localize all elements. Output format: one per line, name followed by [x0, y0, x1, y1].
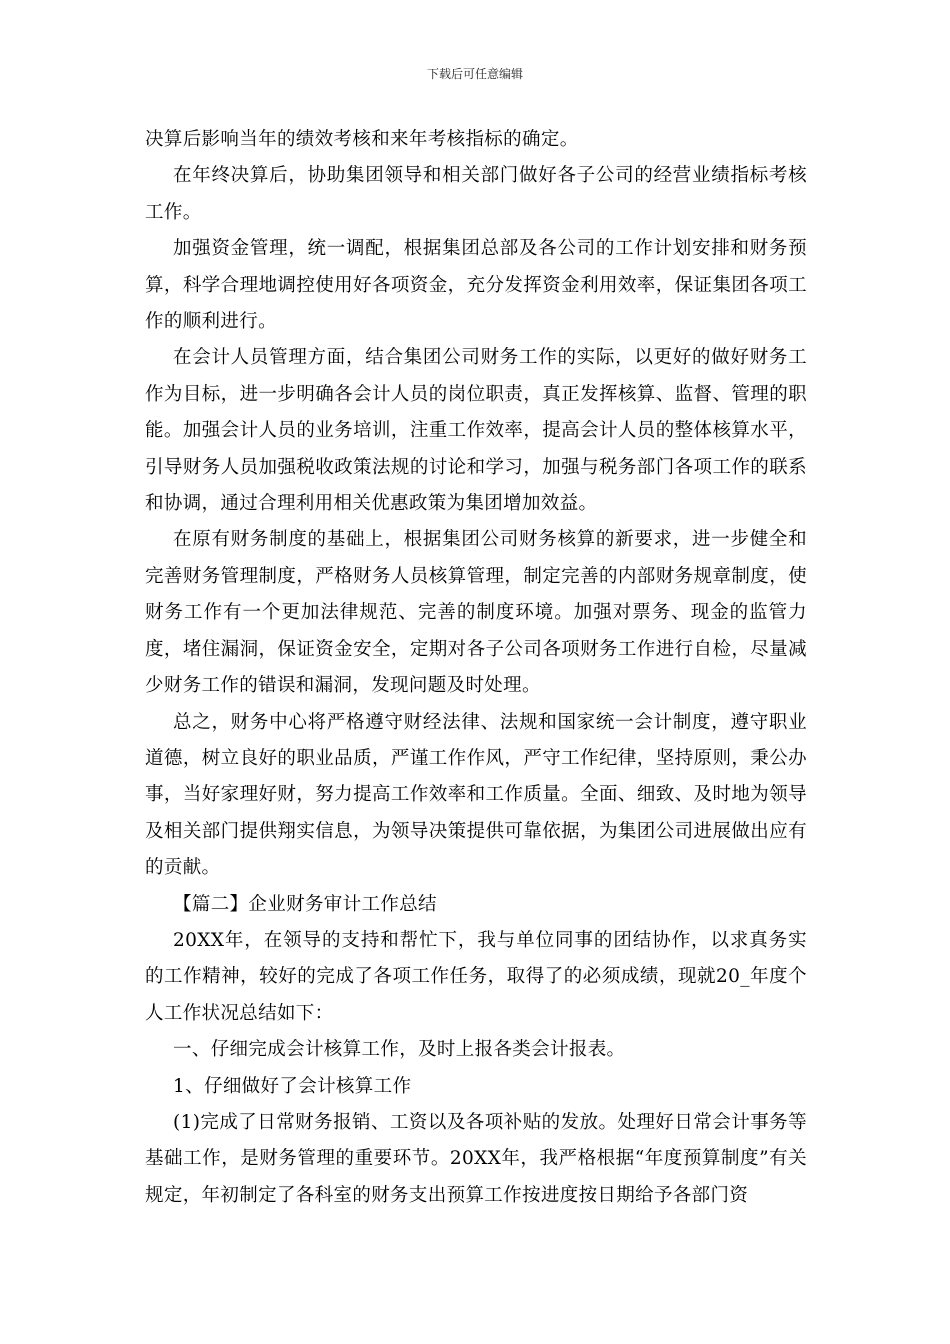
paragraph-2: 在年终决算后，协助集团领导和相关部门做好各子公司的经营业绩指标考核工作。: [145, 165, 807, 223]
document-body: [145, 122, 807, 1214]
paragraph-3: 加强资金管理，统一调配，根据集团总部及各公司的工作计划安排和财务预算，科学合理地调控使用好各项资金，充分发挥资金利用效率，保证集团各项工作的顺利进行。: [145, 238, 807, 333]
paragraph-8: (1)完成了日常财务报销、工资以及各项补贴的发放。处理好日常会计事务等基础工作，是财务管理的重要环节。20XX年，我严格根据“年度预算制度”有关规定，年初制定了各科室的财务支出预算工作按进度按日期给予各部门资: [145, 1111, 807, 1206]
paragraph-4: 在会计人员管理方面，结合集团公司财务工作的实际，以更好的做好财务工作为目标，进一步明确各会计人员的岗位职责，真正发挥核算、监督、管理的职能。加强会计人员的业务培训，注重工作效率，提高会计人员的整体核算水平，引导财务人员加强税收政策法规的讨论和学习，加强与税务部门各项工作的联系和协调，通过合理利用相关优惠政策为集团增加效益。: [145, 347, 807, 515]
paragraph-6: 总之，财务中心将严格遵守财经法律、法规和国家统一会计制度，遵守职业道德，树立良好的职业品质，严谨工作作风，严守工作纪律，坚持原则，秉公办事，当好家理好财，努力提高工作效率和工作质量。全面、细致、及时地为领导及相关部门提供翔实信息，为领导决策提供可靠依据，为集团公司进展做出应有的贡献。: [145, 711, 807, 879]
section-heading: 【篇二】企业财务审计工作总结: [173, 893, 437, 915]
paragraph-1: 决算后影响当年的绩效考核和来年考核指标的确定。: [145, 129, 579, 150]
subheading-2: 1、仔细做好了会计核算工作: [173, 1075, 412, 1097]
subheading-1: 一、仔细完成会计核算工作，及时上报各类会计报表。: [173, 1039, 626, 1061]
page-header: 下载后可任意编辑: [426, 67, 523, 81]
paragraph-5: 在原有财务制度的基础上，根据集团公司财务核算的新要求，进一步健全和完善财务管理制度，严格财务人员核算管理，制定完善的内部财务规章制度，使财务工作有一个更加法律规范、完善的制度环境。加强对票务、现金的监管力度，堵住漏洞，保证资金安全，定期对各子公司各项财务工作进行自检，尽量减少财务工作的错误和漏洞，发现问题及时处理。: [145, 529, 807, 697]
paragraph-7: 20XX年，在领导的支持和帮忙下，我与单位同事的团结协作，以求真务实的工作精神，较好的完成了各项工作任务，取得了的必须成绩，现就20_年度个人工作状况总结如下：: [145, 929, 807, 1024]
